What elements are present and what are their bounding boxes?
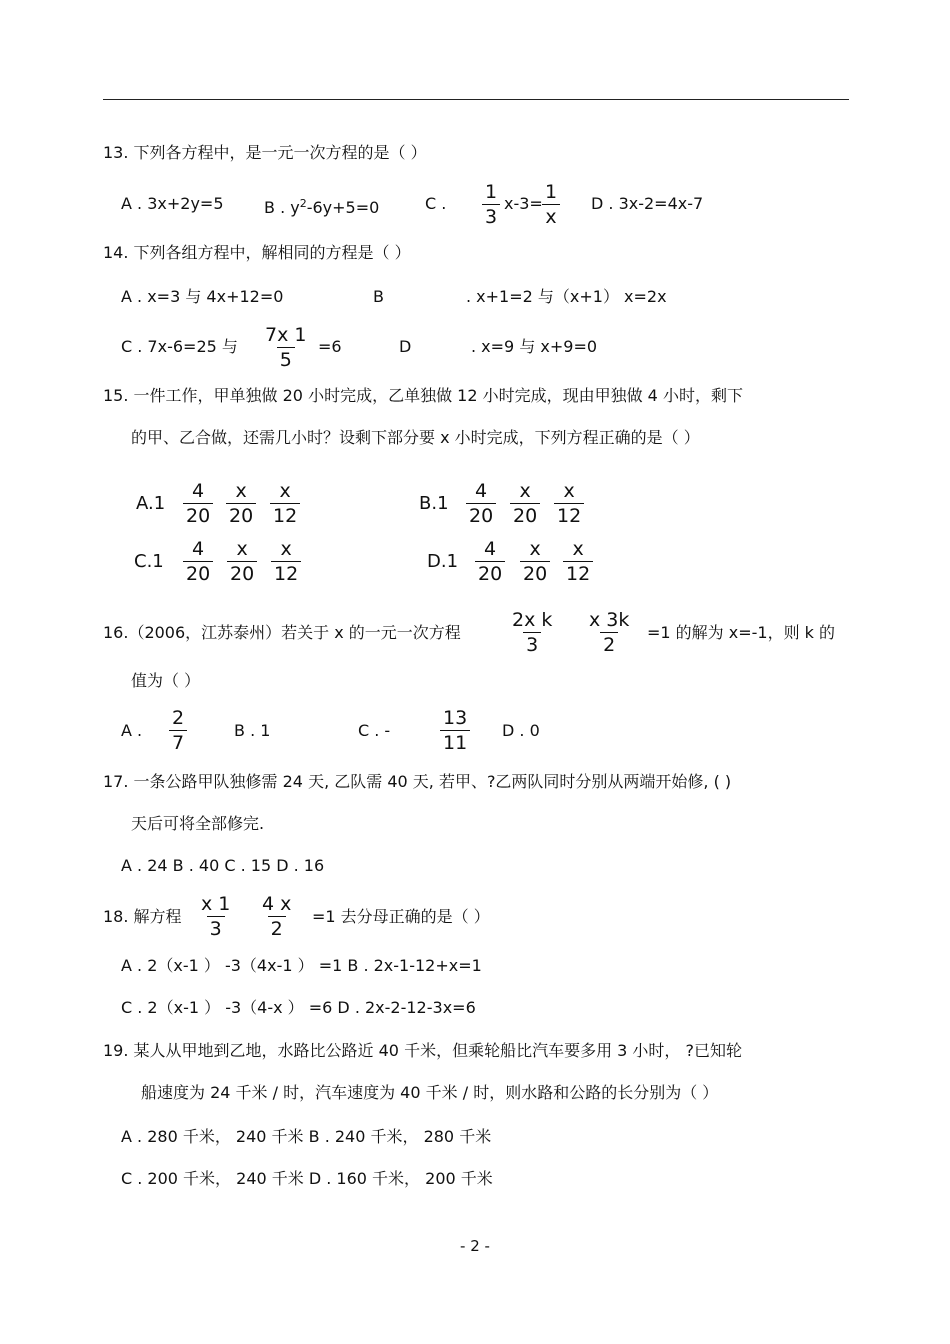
- q14-option-a: A . x=3 与 4x+12=0: [121, 287, 284, 306]
- q19-stem-line-1: 19. 某人从甲地到乙地，水路比公路近 40 千米，但乘轮船比汽车要多用 3 小时， ?已知轮: [103, 1041, 742, 1060]
- q18-stem: 18. 解方程: [103, 907, 182, 926]
- q15-a-fraction-2: $\frac{x}{20}$: [226, 479, 256, 528]
- q15-a-fraction-1: $\frac{4}{20}$: [183, 479, 213, 528]
- q16-c-fraction: $\frac{13}{11}$: [440, 706, 470, 755]
- q17-stem-line-2: 天后可将全部修完.: [131, 814, 265, 833]
- q14-c-fraction: $\frac{7x 1}{5}$: [265, 324, 307, 371]
- page-number: - 2 -: [460, 1237, 490, 1255]
- q18-options-cd: C . 2（x-1 ） -3（4-x ） =6 D . 2x-2-12-3x=6: [121, 998, 476, 1017]
- q19-options-cd: C . 200 千米， 240 千米 D . 160 千米， 200 千米: [121, 1169, 493, 1188]
- q15-b-fraction-2: $\frac{x}{20}$: [510, 479, 540, 528]
- q15-option-c-label: C.1: [134, 551, 164, 572]
- q15-option-d-label: D.1: [427, 551, 459, 572]
- q15-d-fraction-3: $\frac{x}{12}$: [563, 537, 593, 586]
- q15-b-fraction-3: $\frac{x}{12}$: [554, 479, 584, 528]
- q16-stem: 16.（2006，江苏泰州）若关于 x 的一元一次方程: [103, 623, 461, 642]
- q14-c-tail: =6: [318, 337, 342, 356]
- q16-option-d: D . 0: [502, 721, 540, 740]
- header-rule: [103, 99, 849, 100]
- q18-fraction-1: $\frac{x 1}{3}$: [201, 893, 231, 940]
- q19-stem-line-2: 船速度为 24 千米 / 时，汽车速度为 40 千米 / 时，则水路和公路的长分别为（ ）: [141, 1083, 719, 1102]
- q15-c-fraction-3: $\frac{x}{12}$: [271, 537, 301, 586]
- q13-option-a: A . 3x+2y=5: [121, 194, 224, 213]
- q14-option-b: . x+1=2 与（x+1） x=2x: [466, 287, 667, 306]
- q16-option-b: B . 1: [234, 721, 271, 740]
- q13-option-c-label: C .: [425, 194, 447, 213]
- q13-stem: 13. 下列各方程中，是一元一次方程的是（ ）: [103, 143, 427, 162]
- q14-option-d-label: D: [399, 337, 412, 356]
- q15-c-fraction-1: $\frac{4}{20}$: [183, 537, 213, 586]
- q18-stem-tail: =1 去分母正确的是（ ）: [312, 907, 490, 926]
- q14-stem: 14. 下列各组方程中，解相同的方程是（ ）: [103, 243, 411, 262]
- q15-b-fraction-1: $\frac{4}{20}$: [466, 479, 496, 528]
- q15-option-a-label: A.1: [136, 493, 166, 514]
- q15-stem-line-2: 的甲、乙合做，还需几小时？设剩下部分要 x 小时完成，下列方程正确的是（ ）: [131, 428, 700, 447]
- q15-d-fraction-1: $\frac{4}{20}$: [475, 537, 505, 586]
- q13-c-fraction-1: $\frac{1}{3}$: [482, 180, 500, 229]
- q18-fraction-2: $\frac{4 x}{2}$: [262, 893, 292, 940]
- q16-option-a-label: A .: [121, 721, 143, 740]
- q16-fraction-2: $\frac{x 3k}{2}$: [589, 609, 630, 656]
- q14-option-c: C . 7x-6=25 与: [121, 337, 238, 356]
- q13-c-fraction-2: $\frac{1}{x}$: [542, 180, 560, 229]
- q13-option-b: B . $y^2-6y+5=0$: [264, 197, 380, 217]
- q14-option-b-label: B: [373, 287, 384, 306]
- q13-c-middle: x-3=: [504, 194, 543, 213]
- q16-a-fraction: $\frac{2}{7}$: [169, 706, 187, 755]
- q17-stem-line-1: 17. 一条公路甲队独修需 24 天, 乙队需 40 天, 若甲、?乙两队同时分别从两端开始修, ( ): [103, 772, 732, 791]
- q17-options: A . 24 B . 40 C . 15 D . 16: [121, 856, 325, 875]
- q19-options-ab: A . 280 千米， 240 千米 B . 240 千米， 280 千米: [121, 1127, 492, 1146]
- q15-a-fraction-3: $\frac{x}{12}$: [270, 479, 300, 528]
- q15-d-fraction-2: $\frac{x}{20}$: [520, 537, 550, 586]
- q15-stem-line-1: 15. 一件工作，甲单独做 20 小时完成，乙单独做 12 小时完成，现由甲独做 4 小时，剩下: [103, 386, 743, 405]
- q16-stem-tail: =1 的解为 x=-1，则 k 的: [647, 623, 836, 642]
- q16-fraction-1: $\frac{\text{2x k}}{3}$: [512, 609, 553, 656]
- q13-option-d: D . 3x-2=4x-7: [591, 194, 704, 213]
- q15-option-b-label: B.1: [419, 493, 449, 514]
- q16-stem-line-2: 值为（ ）: [131, 671, 201, 690]
- q16-option-c-label: C . -: [358, 721, 391, 740]
- q18-options-ab: A . 2（x-1 ） -3（4x-1 ） =1 B . 2x-1-12+x=1: [121, 956, 482, 975]
- q15-c-fraction-2: $\frac{x}{20}$: [227, 537, 257, 586]
- q14-option-d: . x=9 与 x+9=0: [471, 337, 598, 356]
